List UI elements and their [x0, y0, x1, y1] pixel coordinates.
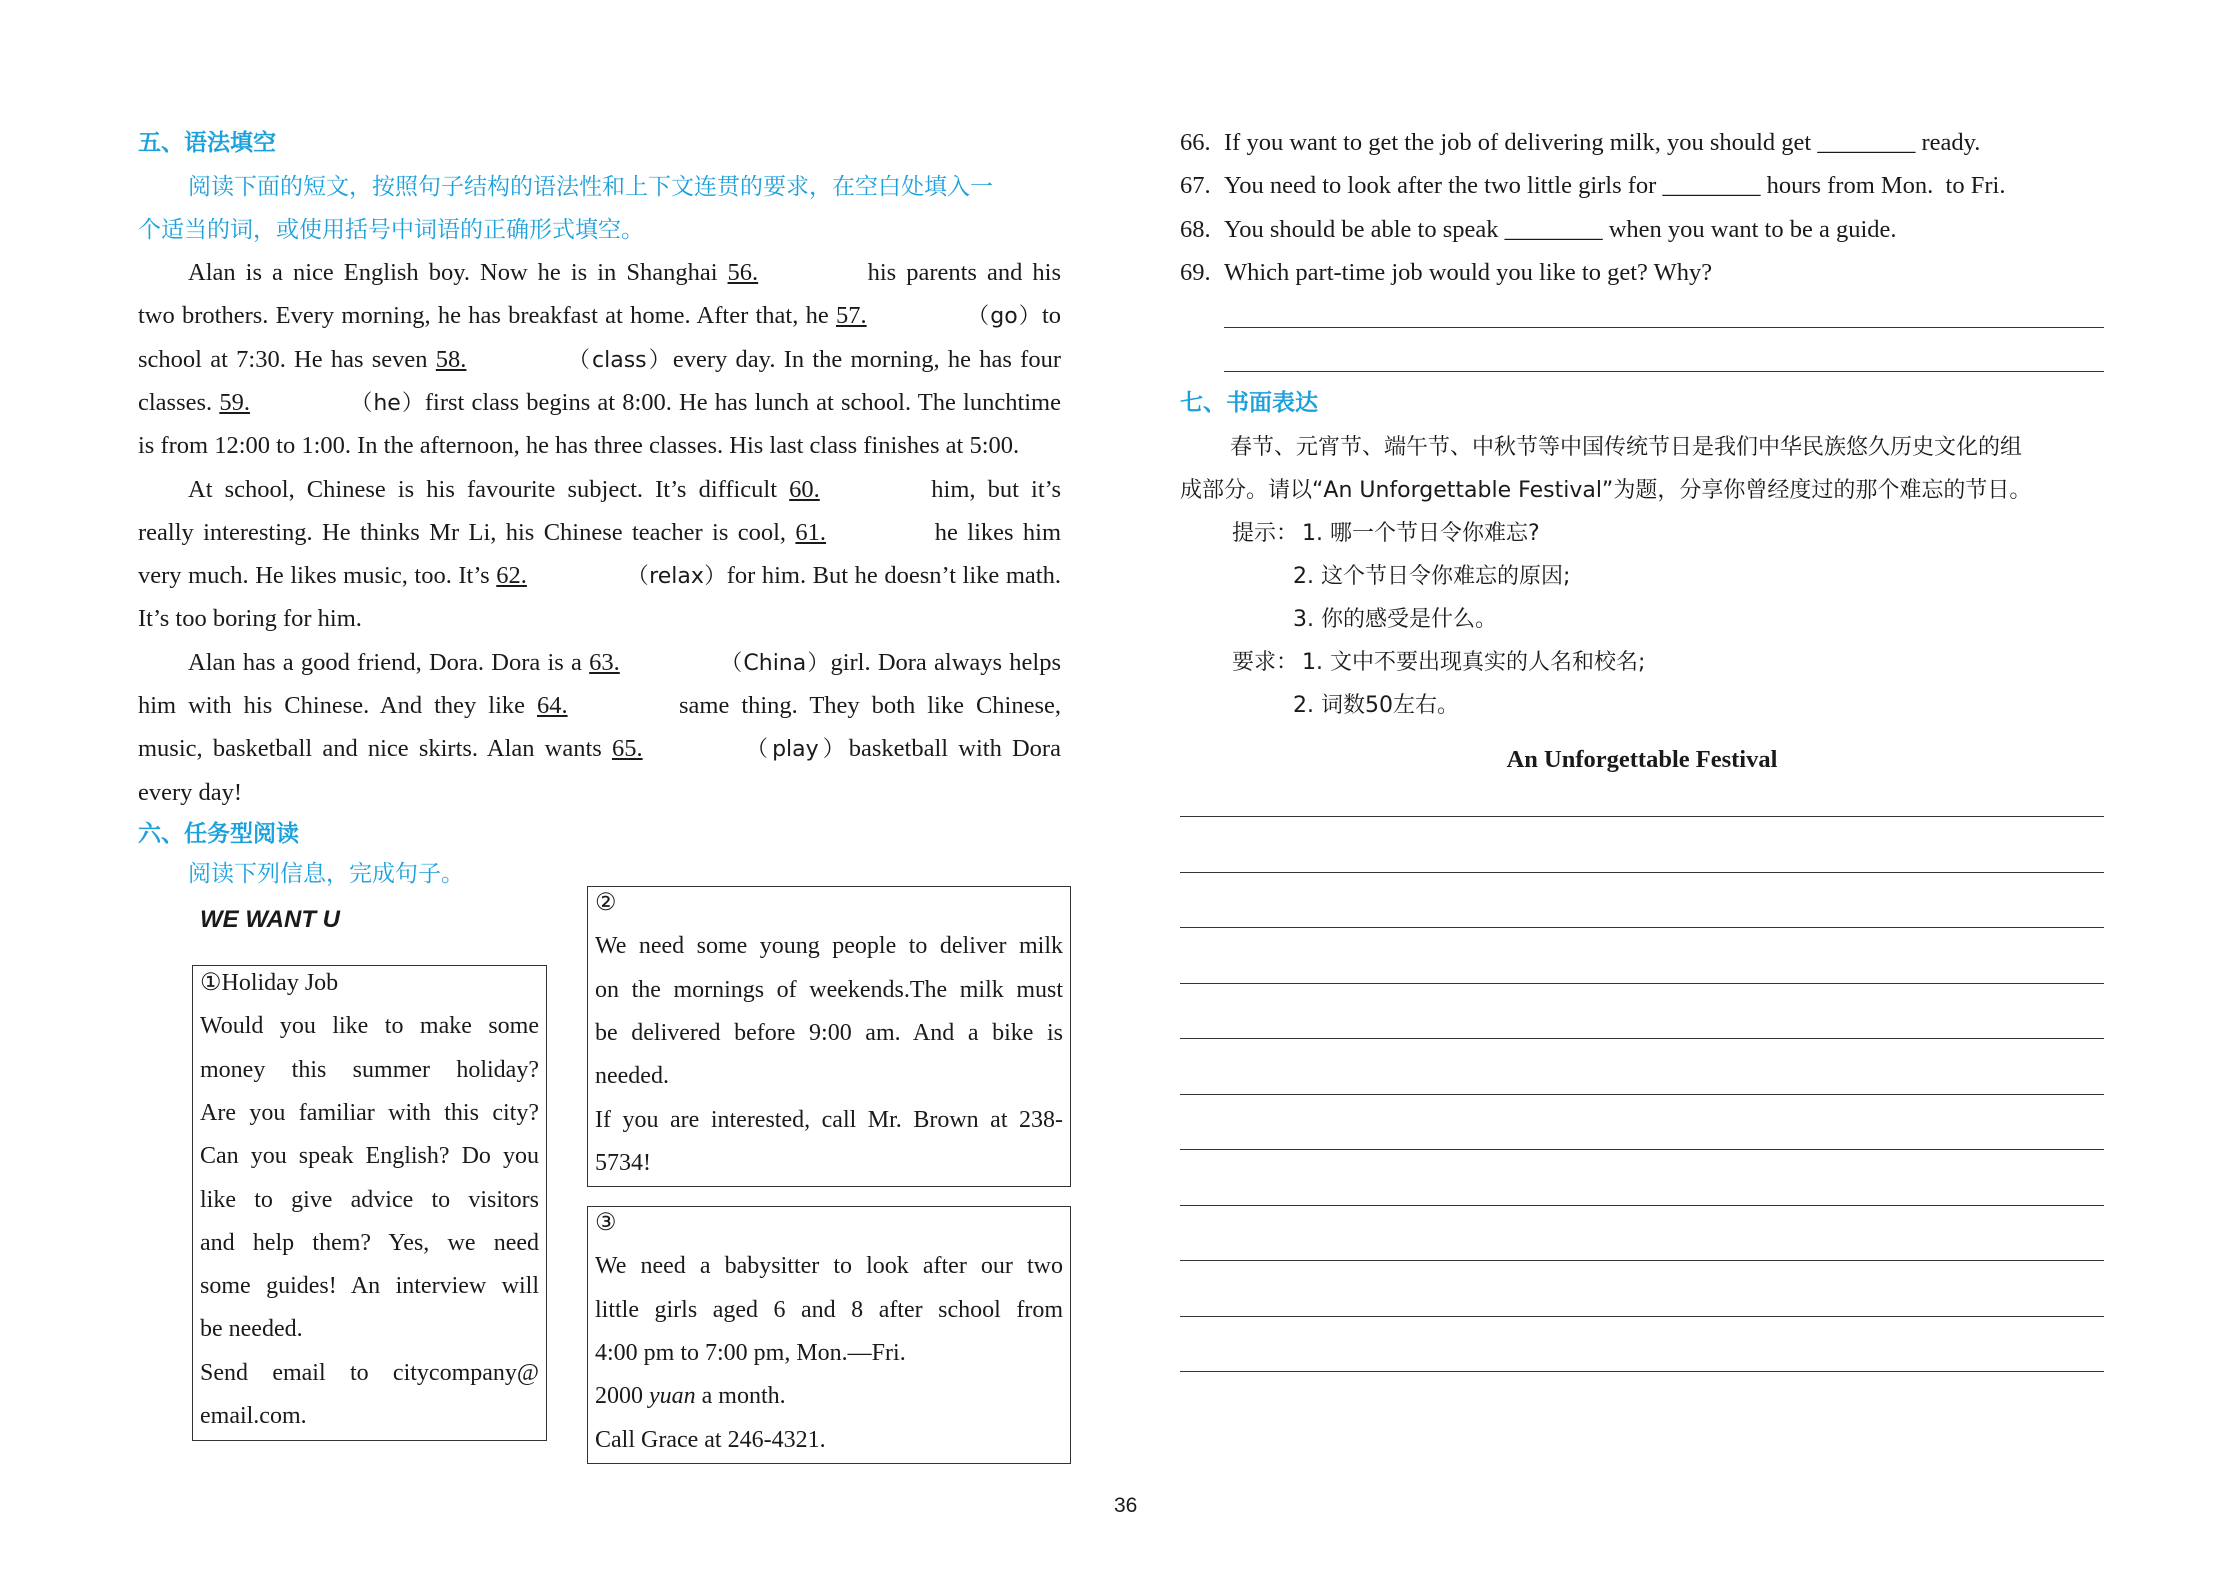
passage-text: two brothers. Every morning, he has breakfast at home. After that, he [138, 302, 836, 330]
cloze-blank[interactable]: 65. [612, 735, 643, 763]
writing-line[interactable] [1180, 1205, 2104, 1206]
writing-line[interactable] [1180, 816, 2104, 817]
passage-text: same thing. They both like Chinese, [667, 692, 1061, 719]
passage-line [188, 258, 1061, 288]
essay-title: An Unforgettable Festival [1506, 746, 1778, 773]
question-text: You need to look after the two little girls for [1224, 172, 1663, 200]
cloze-blank[interactable]: 61. [795, 518, 827, 546]
question-number: 66. [1180, 129, 1211, 156]
cloze-blank[interactable]: 56. [727, 259, 759, 286]
answer-blank[interactable]: ________ [1662, 172, 1761, 200]
ad-line: 5734! [595, 1149, 651, 1176]
passage-text: him, but it’s [919, 475, 1061, 503]
section5-instruction-2: 个适当的词，或使用括号中词语的正确形式填空。 [138, 217, 644, 243]
question-text: when you want to be a guide. [1602, 215, 1897, 243]
ad-line: be needed. [200, 1316, 303, 1343]
passage-text: really interesting. He thinks Mr Li, his Chinese teacher is cool, [138, 518, 796, 546]
page-number: 36 [1114, 1494, 1138, 1517]
passage-text: school at 7:30. He has seven [138, 345, 436, 373]
passage-text: basketball with Dora [848, 735, 1061, 763]
hint-item: 3. 你的感受是什么。 [1293, 607, 1497, 632]
salary-period: a month. [701, 1383, 786, 1410]
ad-line [595, 1381, 1063, 1411]
ad-line: and help them? Yes, we need [200, 1229, 539, 1256]
passage-line [138, 778, 242, 808]
word-hint: （relax） [626, 564, 727, 590]
passage-text: every day! [138, 778, 243, 806]
passage-line [138, 518, 1061, 548]
ad-line: 4:00 pm to 7:00 pm, Mon.—Fri. [595, 1339, 906, 1366]
ad-box-babysitter [587, 1206, 1071, 1464]
writing-line[interactable] [1180, 1038, 2104, 1039]
passage-line [138, 604, 362, 634]
hint-label: 提示： [1232, 521, 1299, 546]
passage-text: very much. He likes music, too. It’s [138, 562, 497, 590]
writing-line[interactable] [1180, 1149, 2104, 1150]
passage-text: girl. Dora always helps [830, 648, 1062, 676]
requirement-label: 要求： [1232, 650, 1299, 675]
question-text: If you want to get the job of delivering milk, you should get [1224, 129, 1818, 156]
section7-intro-1: 春节、元宵节、端午节、中秋节等中国传统节日是我们中华民族悠久历史文化的组 [1230, 435, 2023, 460]
passage-text: classes. [138, 388, 220, 416]
ad-line: on the mornings of weekends.The milk must [595, 976, 1063, 1003]
ad-line: like to give advice to visitors [200, 1186, 539, 1213]
cloze-blank[interactable]: 59. [219, 388, 250, 416]
ad-line: Would you like to make some [200, 1013, 539, 1040]
ad-line: little girls aged 6 and 8 after school from [595, 1296, 1063, 1323]
writing-line[interactable] [1180, 927, 2104, 928]
question-line [1180, 215, 1897, 245]
passage-text: his parents and his [857, 259, 1061, 286]
question-text: ready. [1915, 129, 1981, 156]
writing-line[interactable] [1180, 1094, 2104, 1095]
word-hint: （go） [965, 304, 1042, 330]
ad-line: email.com. [200, 1403, 307, 1429]
passage-text: he likes him [925, 518, 1061, 546]
passage-text: him with his Chinese. And they like [138, 692, 537, 719]
ad-line: Can you speak English? Do you [200, 1143, 539, 1170]
passage-text: every day. In the morning, he has four [672, 345, 1061, 373]
question-text: You should be able to speak [1224, 215, 1505, 243]
ad-line: ①Holiday Job [200, 970, 339, 996]
cloze-blank[interactable]: 60. [789, 475, 820, 503]
ad-line: We need some young people to deliver milk [595, 933, 1063, 960]
passage-line [138, 431, 1019, 461]
writing-line[interactable] [1180, 872, 2104, 873]
ad-heading: WE WANT U [200, 906, 340, 933]
ad-line: ② [595, 890, 617, 916]
ad-line: ③ [595, 1210, 617, 1236]
question-line [1180, 171, 2005, 201]
ad-line: If you are interested, call Mr. Brown at 238- [595, 1106, 1063, 1133]
passage-line [138, 561, 1061, 592]
question-number: 67. [1180, 172, 1211, 200]
passage-text: Alan is a nice English boy. Now he is in Shanghai [188, 259, 728, 286]
word-hint: （he） [349, 390, 425, 416]
hint-item: 2. 这个节日令你难忘的原因; [1293, 564, 1571, 589]
word-hint: （class） [565, 347, 673, 373]
passage-text: It’s too boring for him. [138, 605, 362, 633]
section7-title: 七、书面表达 [1180, 390, 1318, 416]
answer-line[interactable] [1224, 371, 2104, 372]
answer-blank[interactable]: ________ [1817, 129, 1916, 156]
cloze-blank[interactable]: 57. [835, 302, 867, 330]
section6-instruction: 阅读下列信息，完成句子。 [188, 861, 464, 887]
passage-line [138, 345, 1061, 376]
ad-line: needed. [595, 1063, 669, 1090]
question-line [1180, 128, 1980, 158]
writing-line[interactable] [1180, 1316, 2104, 1317]
writing-line[interactable] [1180, 1371, 2104, 1372]
ad-line: Send email to citycompany@ [200, 1359, 539, 1386]
section5-title: 五、语法填空 [138, 130, 276, 156]
ad-box-holiday-job [192, 965, 547, 1441]
salary-amount: 2000 [595, 1383, 643, 1410]
answer-blank[interactable]: ________ [1504, 215, 1603, 243]
requirement-item: 2. 词数50左右。 [1293, 693, 1459, 718]
word-hint: （play） [742, 737, 849, 763]
section5-instruction-1: 阅读下面的短文，按照句子结构的语法性和上下文连贯的要求，在空白处填入一 [188, 174, 993, 200]
passage-text: first class begins at 8:00. He has lunch at school. The lunchtime [424, 388, 1061, 416]
ad-line: money this summer holiday? [200, 1056, 539, 1083]
question-number: 69. [1180, 258, 1211, 286]
answer-line[interactable] [1224, 327, 2104, 328]
question-text: Which part-time job would you like to get? Why? [1224, 258, 1713, 286]
writing-line[interactable] [1180, 983, 2104, 984]
passage-text: for him. But he doesn’t like math. [726, 562, 1061, 590]
passage-text: At school, Chinese is his favourite subject. It’s difficult [188, 475, 790, 503]
salary-unit: yuan [649, 1383, 696, 1410]
requirement-item: 1. 文中不要出现真实的人名和校名; [1302, 650, 1646, 675]
cloze-blank[interactable]: 58. [435, 345, 467, 373]
section6-title: 六、任务型阅读 [138, 821, 299, 847]
ad-line: Call Grace at 246-4321. [595, 1426, 826, 1453]
passage-line [138, 734, 1061, 765]
question-text: hours from Mon. to Fri. [1760, 172, 2006, 200]
ad-line: be delivered before 9:00 am. And a bike is [595, 1019, 1063, 1046]
cloze-blank[interactable]: 63. [589, 648, 620, 676]
passage-text: to [1041, 302, 1061, 330]
word-hint: （China） [719, 650, 831, 676]
passage-line [138, 691, 1061, 721]
passage-text: Alan has a good friend, Dora. Dora is a [188, 648, 590, 676]
cloze-blank[interactable]: 62. [496, 562, 527, 590]
hint-item: 1. 哪一个节日令你难忘? [1302, 521, 1540, 546]
writing-line[interactable] [1180, 1260, 2104, 1261]
question-number: 68. [1180, 215, 1211, 243]
ad-box-milk-delivery [587, 886, 1071, 1187]
passage-line [138, 301, 1061, 332]
passage-line [138, 388, 1061, 419]
passage-line [188, 475, 1061, 505]
passage-text: music, basketball and nice skirts. Alan wants [138, 735, 612, 763]
passage-line [188, 648, 1061, 679]
cloze-blank[interactable]: 64. [537, 692, 568, 719]
ad-line: We need a babysitter to look after our two [595, 1253, 1063, 1280]
section7-intro-2: 成部分。请以“An Unforgettable Festival”为题，分享你曾经度过的那个难忘的节日。 [1180, 478, 2032, 503]
ad-line: Are you familiar with this city? [200, 1099, 539, 1126]
ad-line: some guides! An interview will [200, 1273, 539, 1300]
passage-text: is from 12:00 to 1:00. In the afternoon, he has three classes. His last class finishes at 5:00. [138, 432, 1020, 460]
question-line [1180, 258, 1712, 288]
